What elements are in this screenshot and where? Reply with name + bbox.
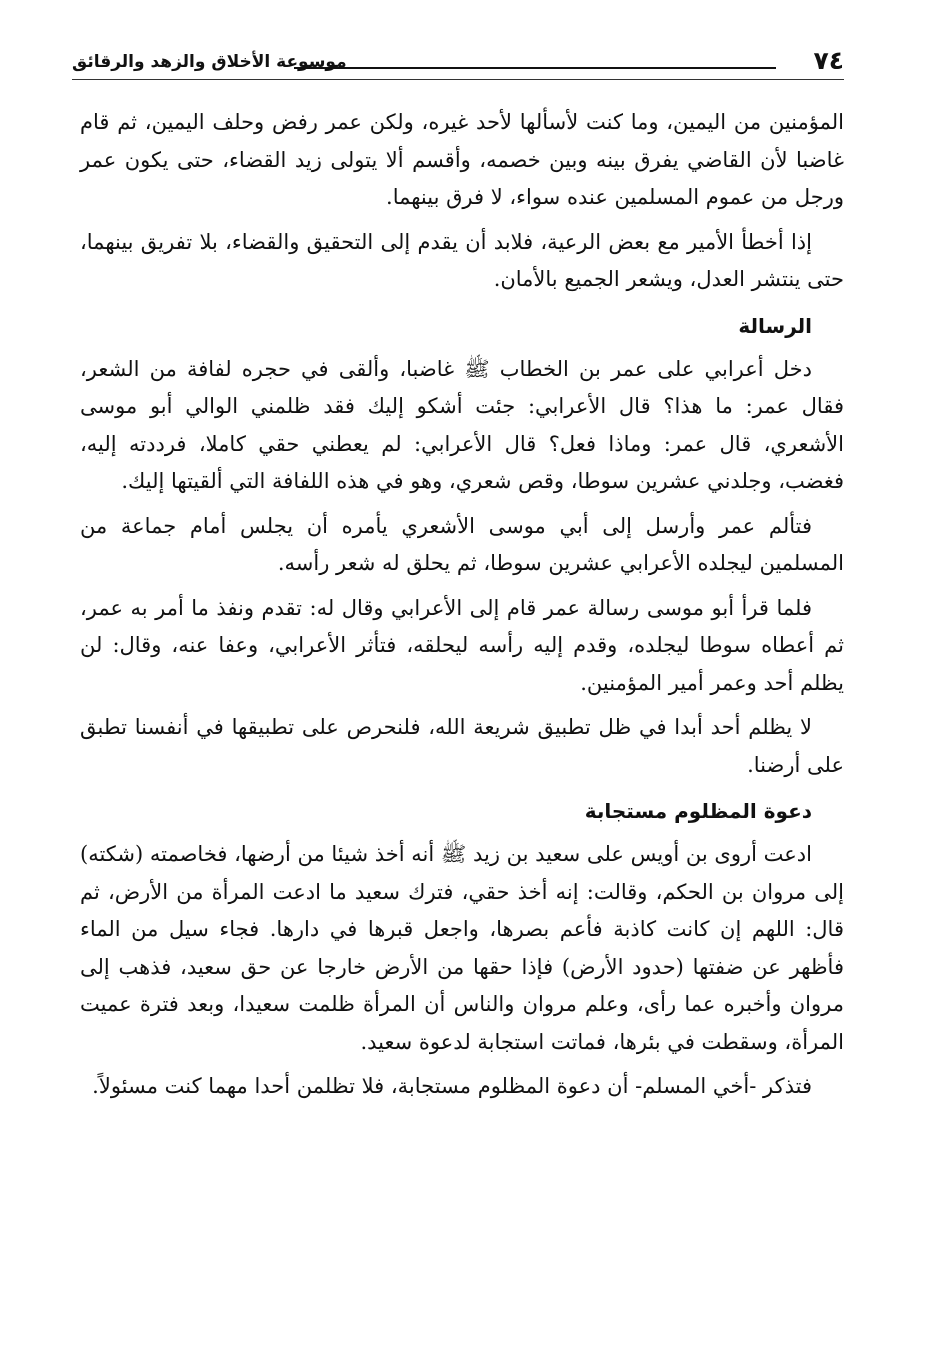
risala-paragraph-2: فتألم عمر وأرسل إلى أبي موسى الأشعري يأمره أن يجلس أمام جماعة من المسلمين ليجلده الأعرابي عشرين سوطا، ثم يحلق له شعر رأسه.	[80, 513, 844, 575]
header-underline	[72, 79, 844, 80]
book-title: موسوعة الأخلاق والزهد والرقائق	[72, 52, 347, 72]
risala-paragraph-1: دخل أعرابي على عمر بن الخطاب ﷺ غاضبا، وألقى في حجره لفافة من الشعر، فقال عمر: ما هذا؟ قال الأعرابي: جئت أشكو إليك فقد ظلمني الوالي أبو موسى الأشعري، قال عمر: وماذا فعل؟ قال الأعرابي: لم يعطني حقي كاملا، فرددته إليه، فغضب، وجلدني عشرين سوطا، وقص شعري، وهو في هذه اللفافة التي ألقيتها إليك.	[80, 356, 844, 493]
intro-paragraph-1: المؤمنين من اليمين، وما كنت لأسألها لأحد غيره، ولكن عمر رفض وحلف اليمين، ثم قام غاضبا لأن القاضي يفرق بينه وبين خصمه، وأقسم ألا يتولى زيد القضاء، حتى يكون عمر ورجل من عموم المسلمين عنده سواء، لا فرق بينهما.	[80, 110, 844, 209]
dawa-paragraph-1: ادعت أروى بن أويس على سعيد بن زيد ﷺ أنه أخذ شيئا من أرضها، فخاصمته (شكته) إلى مروان بن الحكم، وقالت: إنه أخذ حقي، فترك سعيد ما ادعت المرأة من الأرض، ثم قال: اللهم إن كانت كاذبة فأعم بصرها، واجعل قبرها في دارها. فجاء سيل من الماء فأظهر عن ضفتها (حدود الأرض) فإذا حقها من الأرض خارجا عن حق سعيد، فذهب إلى مروان وأخبره عما رأى، وعلم مروان والناس أن المرأة ظلمت سعيدا، وبعد فترة عميت المرأة، وسقطت في بئرها، فماتت استجابة لدعوة سعيد.	[80, 842, 844, 1054]
page-header	[72, 46, 844, 86]
section-heading-dawa: دعوة المظلوم مستجابة	[584, 799, 812, 823]
page-number: ٧٤	[813, 46, 844, 75]
section-heading-risala: الرسالة	[738, 313, 812, 338]
risala-paragraph-3: فلما قرأ أبو موسى رسالة عمر قام إلى الأعرابي وقال له: تقدم ونفذ ما أمر به عمر، ثم أعطاه سوطا ليجلده، وقدم إليه رأسه ليحلقه، فتأثر الأعرابي، وعفا عنه، وقال: لن يظلم أحد وعمر أمير المؤمنين.	[80, 595, 844, 695]
page-body	[80, 104, 844, 1113]
risala-paragraph-4: لا يظلم أحد أبدا في ظل تطبيق شريعة الله، فلنحرص على تطبيقها في أنفسنا تطبق على أرضنا.	[80, 715, 844, 777]
intro-paragraph-2: إذا أخطأ الأمير مع بعض الرعية، فلابد أن يقدم إلى التحقيق والقضاء، بلا تفريق بينهما، حتى ينتشر العدل، ويشعر الجميع بالأمان.	[80, 229, 844, 291]
header-rule	[294, 67, 776, 69]
dawa-paragraph-2: فتذكر -أخي المسلم- أن دعوة المظلوم مستجابة، فلا تظلمن أحدا مهما كنت مسئولاً.	[92, 1074, 812, 1098]
